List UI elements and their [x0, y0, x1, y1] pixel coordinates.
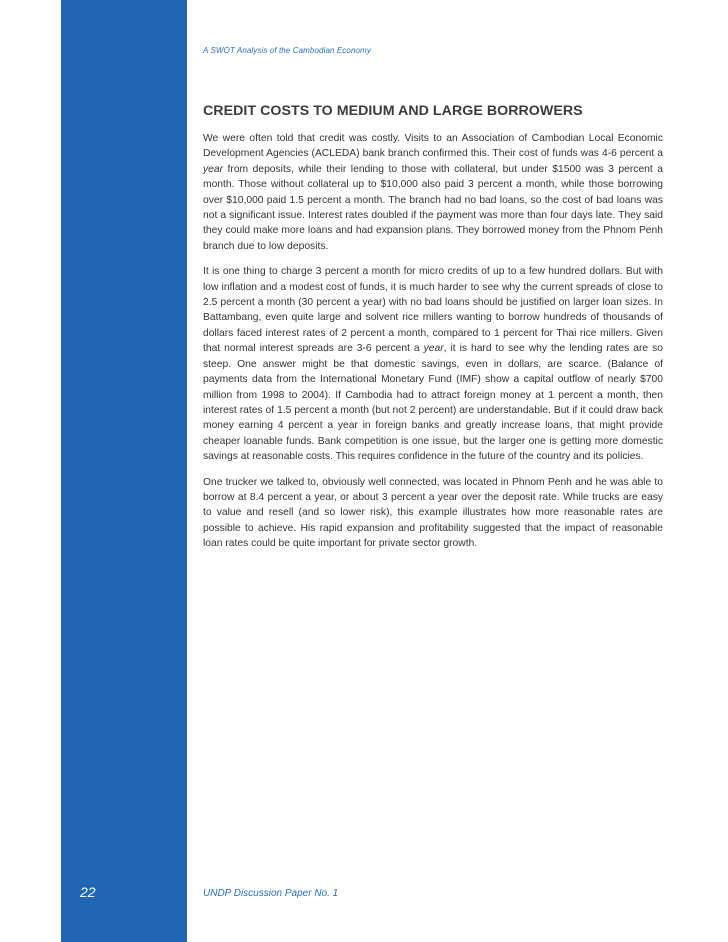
article-body	[203, 103, 663, 562]
left-color-band	[61, 0, 187, 942]
paragraph-1-emphasis: year	[203, 163, 224, 175]
section-title: CREDIT COSTS TO MEDIUM AND LARGE BORROWERS	[203, 103, 583, 119]
paragraph-3-text: One trucker we talked to, obviously well connected, was located in Phnom Penh and he was able to borrow at 8.4 percent a year, or about 3 percent a year over the deposit rate. While trucks are easy to value and resell (and so lower risk), this example illustrates how more reasonable rates are possible to achieve. His rapid expansion and profitability suggested that the impact of reasonable loan rates could be quite important for private sector growth.	[203, 476, 663, 550]
paragraph-3	[203, 475, 663, 552]
paragraph-1-text-b: from deposits, while their lending to those with collateral, but under $1500 was 3 percent a month. Those without collateral up to $10,000 also paid 3 percent a month, while those borrowing over $10,000 paid 1.5 percent a month. The branch had no bad loans, so the cost of bad loans was not a significant issue. Interest rates doubled if the payment was more than four days late. They said they could make more loans and had expansion plans. They borrowed money from the Phnom Penh branch due to low deposits.	[203, 163, 663, 252]
paragraph-2	[203, 264, 663, 464]
running-footer: UNDP Discussion Paper No. 1	[203, 888, 339, 899]
paragraph-1-text-a: We were often told that credit was costly. Visits to an Association of Cambodian Local Economic Development Agencies (ACLEDA) bank branch confirmed this. Their cost of funds was 4-6 percent a	[203, 133, 663, 160]
page-number: 22	[80, 884, 96, 900]
paragraph-1	[203, 131, 663, 254]
running-header: A SWOT Analysis of the Cambodian Economy	[203, 46, 371, 55]
paragraph-2-text-b: , it is hard to see why the lending rates are so steep. One answer might be that domestic savings, even in dollars, are scarce. (Balance of payments data from the International Monetary Fund (IMF) show a capital outflow of nearly $700 million from 1998 to 2004). If Cambodia had to attract foreign money at 1 percent a month, then interest rates of 1.5 percent a month (but not 2 percent) are understandable. But if it could draw back money earning 4 percent a year in foreign banks and greatly increase loans, that might provide cheaper loanable funds. Bank competition is one issue, but the larger one is getting more domestic savings at reasonable costs. This requires confidence in the future of the country and its policies.	[203, 343, 663, 463]
paragraph-2-emphasis: year	[423, 343, 444, 355]
paragraph-2-text-a: It is one thing to charge 3 percent a month for micro credits of up to a few hundred dollars. But with low inflation and a modest cost of funds, it is much harder to see why the current spreads of close to 2.5 percent a month (30 percent a year) with no bad loans should be justified on larger loan sizes. In Battambang, even quite large and solvent rice millers wanting to borrow hundreds of thousands of dollars faced interest rates of 2 percent a month, compared to 1 percent for Thai rice millers. Given that normal interest spreads are 3-6 percent a	[203, 266, 663, 355]
